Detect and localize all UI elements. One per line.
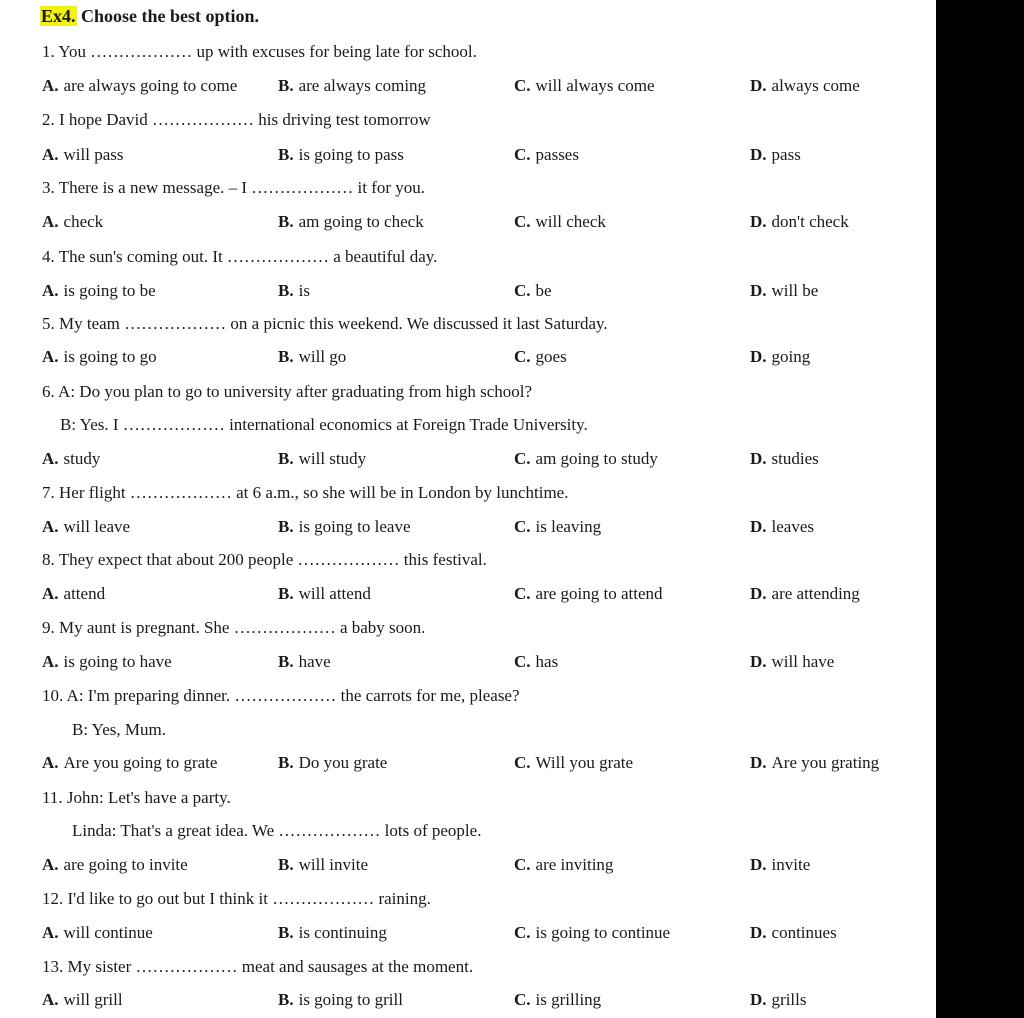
option-d[interactable]: D. grills — [750, 990, 807, 1009]
option-a[interactable]: A. will continue — [42, 923, 153, 942]
options-12 — [0, 918, 936, 948]
option-d[interactable]: D. invite — [750, 855, 811, 874]
option-c[interactable]: C. is grilling — [514, 990, 602, 1009]
question-5 — [0, 309, 936, 339]
question-10-line-2 — [0, 715, 936, 745]
question-9 — [0, 613, 936, 643]
exercise-title — [40, 6, 259, 27]
question-11 — [0, 783, 936, 813]
option-c[interactable]: C. are going to attend — [514, 584, 663, 603]
options-13 — [0, 985, 936, 1015]
question-text: 3. There is a new message. – I ……………… it for you. — [42, 178, 426, 197]
option-d[interactable]: D. will be — [750, 281, 819, 300]
options-4 — [0, 276, 936, 306]
option-b[interactable]: B. will go — [278, 347, 347, 366]
options-10 — [0, 748, 936, 778]
option-d[interactable]: D. going — [750, 347, 811, 366]
option-a[interactable]: A. check — [42, 212, 104, 231]
question-text: 4. The sun's coming out. It ……………… a beautiful day. — [42, 247, 438, 266]
option-a[interactable]: A. will grill — [42, 990, 123, 1009]
option-a[interactable]: A. Are you going to grate — [42, 753, 218, 772]
question-1 — [0, 37, 936, 67]
option-a[interactable]: A. is going to go — [42, 347, 157, 366]
option-d[interactable]: D. will have — [750, 652, 835, 671]
option-b[interactable]: B. Do you grate — [278, 753, 388, 772]
question-text: 2. I hope David ……………… his driving test tomorrow — [42, 110, 431, 129]
question-6 — [0, 377, 936, 407]
option-d[interactable]: D. leaves — [750, 517, 815, 536]
option-b[interactable]: B. have — [278, 652, 331, 671]
option-c[interactable]: C. are inviting — [514, 855, 614, 874]
option-d[interactable]: D. Are you grating — [750, 753, 880, 772]
option-d[interactable]: D. studies — [750, 449, 819, 468]
question-text: 12. I'd like to go out but I think it ……………… raining. — [42, 889, 431, 908]
option-b[interactable]: B. is continuing — [278, 923, 387, 942]
options-8 — [0, 579, 936, 609]
option-c[interactable]: C. Will you grate — [514, 753, 634, 772]
option-b[interactable]: B. will invite — [278, 855, 369, 874]
options-1 — [0, 71, 936, 101]
option-b[interactable]: B. will attend — [278, 584, 371, 603]
option-c[interactable]: C. is going to continue — [514, 923, 671, 942]
option-b[interactable]: B. am going to check — [278, 212, 424, 231]
question-text: 11. John: Let's have a party. — [42, 788, 231, 807]
question-text: Linda: That's a great idea. We ……………… lots of people. — [72, 821, 482, 840]
question-text: 8. They expect that about 200 people ……………… this festival. — [42, 550, 487, 569]
option-b[interactable]: B. is going to leave — [278, 517, 411, 536]
options-3 — [0, 207, 936, 237]
question-text: 10. A: I'm preparing dinner. ……………… the carrots for me, please? — [42, 686, 520, 705]
question-3 — [0, 173, 936, 203]
option-a[interactable]: A. attend — [42, 584, 106, 603]
option-a[interactable]: A. will pass — [42, 145, 124, 164]
question-text: B: Yes, Mum. — [72, 720, 167, 739]
question-8 — [0, 545, 936, 575]
option-c[interactable]: C. goes — [514, 347, 567, 366]
question-text: B: Yes. I ……………… international economics at Foreign Trade University. — [60, 415, 588, 434]
option-c[interactable]: C. be — [514, 281, 552, 300]
option-a[interactable]: A. study — [42, 449, 101, 468]
option-a[interactable]: A. will leave — [42, 517, 131, 536]
option-c[interactable]: C. passes — [514, 145, 579, 164]
option-d[interactable]: D. continues — [750, 923, 837, 942]
option-a[interactable]: A. is going to be — [42, 281, 156, 300]
option-d[interactable]: D. don't check — [750, 212, 849, 231]
option-b[interactable]: B. is — [278, 281, 310, 300]
question-4 — [0, 242, 936, 272]
option-a[interactable]: A. are always going to come — [42, 76, 238, 95]
option-c[interactable]: C. is leaving — [514, 517, 602, 536]
option-c[interactable]: C. will check — [514, 212, 606, 231]
exercise-label: Ex4. — [41, 6, 76, 26]
question-text: 13. My sister ……………… meat and sausages at the moment. — [42, 957, 474, 976]
option-b[interactable]: B. is going to pass — [278, 145, 404, 164]
option-b[interactable]: B. are always coming — [278, 76, 427, 95]
options-2 — [0, 140, 936, 170]
question-10 — [0, 681, 936, 711]
exercise-instruction: Choose the best option. — [81, 6, 260, 26]
option-a[interactable]: A. is going to have — [42, 652, 172, 671]
question-text: 7. Her flight ……………… at 6 a.m., so she will be in London by lunchtime. — [42, 483, 569, 502]
option-c[interactable]: C. has — [514, 652, 559, 671]
options-5 — [0, 342, 936, 372]
options-7 — [0, 512, 936, 542]
question-13 — [0, 952, 936, 982]
option-c[interactable]: C. will always come — [514, 76, 655, 95]
option-d[interactable]: D. pass — [750, 145, 801, 164]
options-6 — [0, 444, 936, 474]
question-11-line-2 — [0, 816, 936, 846]
option-a[interactable]: A. are going to invite — [42, 855, 188, 874]
question-text: 1. You ……………… up with excuses for being late for school. — [42, 42, 477, 61]
options-11 — [0, 850, 936, 880]
question-7 — [0, 478, 936, 508]
option-d[interactable]: D. are attending — [750, 584, 860, 603]
question-text: 5. My team ……………… on a picnic this weekend. We discussed it last Saturday. — [42, 314, 608, 333]
option-b[interactable]: B. is going to grill — [278, 990, 403, 1009]
question-2 — [0, 105, 936, 135]
option-c[interactable]: C. am going to study — [514, 449, 658, 468]
option-d[interactable]: D. always come — [750, 76, 860, 95]
option-b[interactable]: B. will study — [278, 449, 367, 468]
question-6-line-2 — [0, 410, 936, 440]
question-12 — [0, 884, 936, 914]
options-9 — [0, 647, 936, 677]
question-text: 6. A: Do you plan to go to university after graduating from high school? — [42, 382, 533, 401]
question-text: 9. My aunt is pregnant. She ……………… a baby soon. — [42, 618, 426, 637]
